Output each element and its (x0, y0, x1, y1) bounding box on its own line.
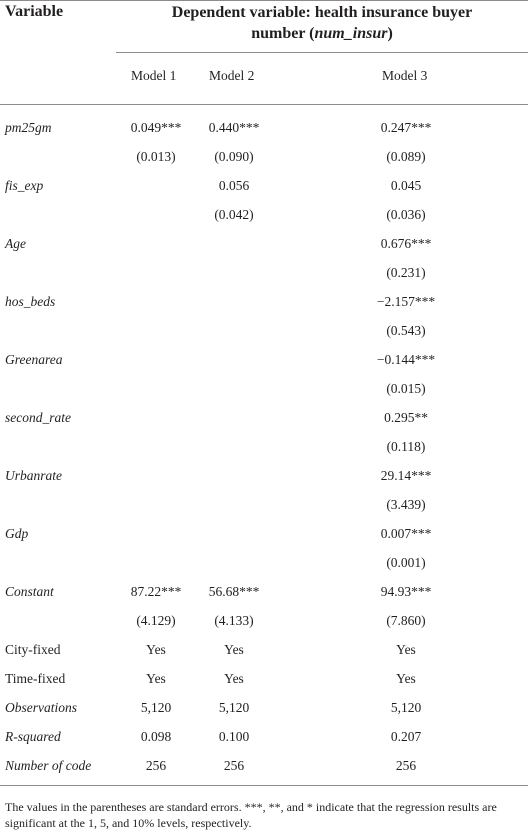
model-3-cell: (3.439) (386, 497, 426, 512)
model-1-cell: 87.22*** (130, 584, 182, 599)
row-label: R-squared (5, 729, 61, 744)
model-2-cell: 0.056 (218, 178, 250, 193)
row-label: Urbanrate (5, 468, 62, 483)
model-3-cell: 94.93*** (380, 584, 432, 599)
model-3-cell: (0.543) (386, 323, 426, 338)
model-2-cell: (0.090) (214, 149, 254, 164)
model-2-header: Model 2 (209, 68, 255, 83)
model-1-cell: 0.098 (140, 729, 172, 744)
model-1-header: Model 1 (131, 68, 177, 83)
row-label: second_rate (5, 410, 71, 425)
model-2-cell: (0.042) (214, 207, 254, 222)
model-1-cell: (4.129) (136, 613, 176, 628)
row-label: Age (5, 236, 26, 251)
model-2-cell: 0.440*** (208, 120, 260, 135)
model-1-cell: 5,120 (140, 700, 172, 715)
top-rule (0, 0, 528, 1)
model-1-cell: 0.049*** (130, 120, 182, 135)
row-label: Number of code (5, 758, 92, 773)
model-3-cell: 0.295** (384, 410, 428, 425)
model-3-cell: 5,120 (390, 700, 422, 715)
model-3-cell: −2.157*** (376, 294, 436, 309)
model-2-cell: (4.133) (214, 613, 254, 628)
model-3-cell: (0.231) (386, 265, 426, 280)
model-3-cell: 0.247*** (380, 120, 432, 135)
model-3-cell: −0.144*** (376, 352, 436, 367)
model-2-cell: 256 (223, 758, 245, 773)
row-label: pm25gm (5, 120, 52, 135)
model-1-cell: Yes (146, 671, 166, 686)
model-2-cell: 5,120 (218, 700, 250, 715)
row-label: hos_beds (5, 294, 56, 309)
model-1-cell: 256 (145, 758, 167, 773)
model-3-cell: 0.676*** (380, 236, 432, 251)
row-label: City-fixed (5, 642, 61, 657)
dependent-variable-header-line2: number (num_insur) (251, 25, 393, 42)
model-3-cell: 0.207 (390, 729, 422, 744)
model-3-header: Model 3 (382, 68, 428, 83)
table-footnote: The values in the parentheses are standard errors. ***, **, and * indicate that the regression results are significant at the 1, 5, and 10% levels, respectively. (5, 800, 497, 830)
model-3-cell: 29.14*** (380, 468, 432, 483)
model-2-cell: 56.68*** (208, 584, 260, 599)
model-3-cell: Yes (396, 671, 416, 686)
model-3-cell: (0.036) (386, 207, 426, 222)
model-3-cell: (0.015) (386, 381, 426, 396)
model-2-cell: Yes (224, 671, 244, 686)
model-1-cell: Yes (146, 642, 166, 657)
model-3-cell: 256 (395, 758, 417, 773)
header-sub-rule (116, 52, 528, 53)
model-3-cell: 0.045 (390, 178, 422, 193)
header-bottom-rule (0, 104, 528, 105)
model-2-cell: 0.100 (218, 729, 250, 744)
row-label: Observations (5, 700, 77, 715)
row-label: Time-fixed (5, 671, 66, 686)
table-bottom-rule (0, 785, 528, 786)
model-3-cell: (7.860) (386, 613, 426, 628)
model-3-cell: (0.089) (386, 149, 426, 164)
model-1-cell: (0.013) (136, 149, 176, 164)
row-label: Greenarea (5, 352, 63, 367)
row-label: Constant (5, 584, 54, 599)
model-3-cell: 0.007*** (380, 526, 432, 541)
dependent-variable-header-line1: Dependent variable: health insurance buyer (171, 4, 473, 21)
row-label: Gdp (5, 526, 29, 541)
model-3-cell: Yes (396, 642, 416, 657)
variable-column-header: Variable (5, 3, 64, 20)
model-3-cell: (0.001) (386, 555, 426, 570)
row-label: fis_exp (5, 178, 44, 193)
model-2-cell: Yes (224, 642, 244, 657)
model-3-cell: (0.118) (386, 439, 426, 454)
